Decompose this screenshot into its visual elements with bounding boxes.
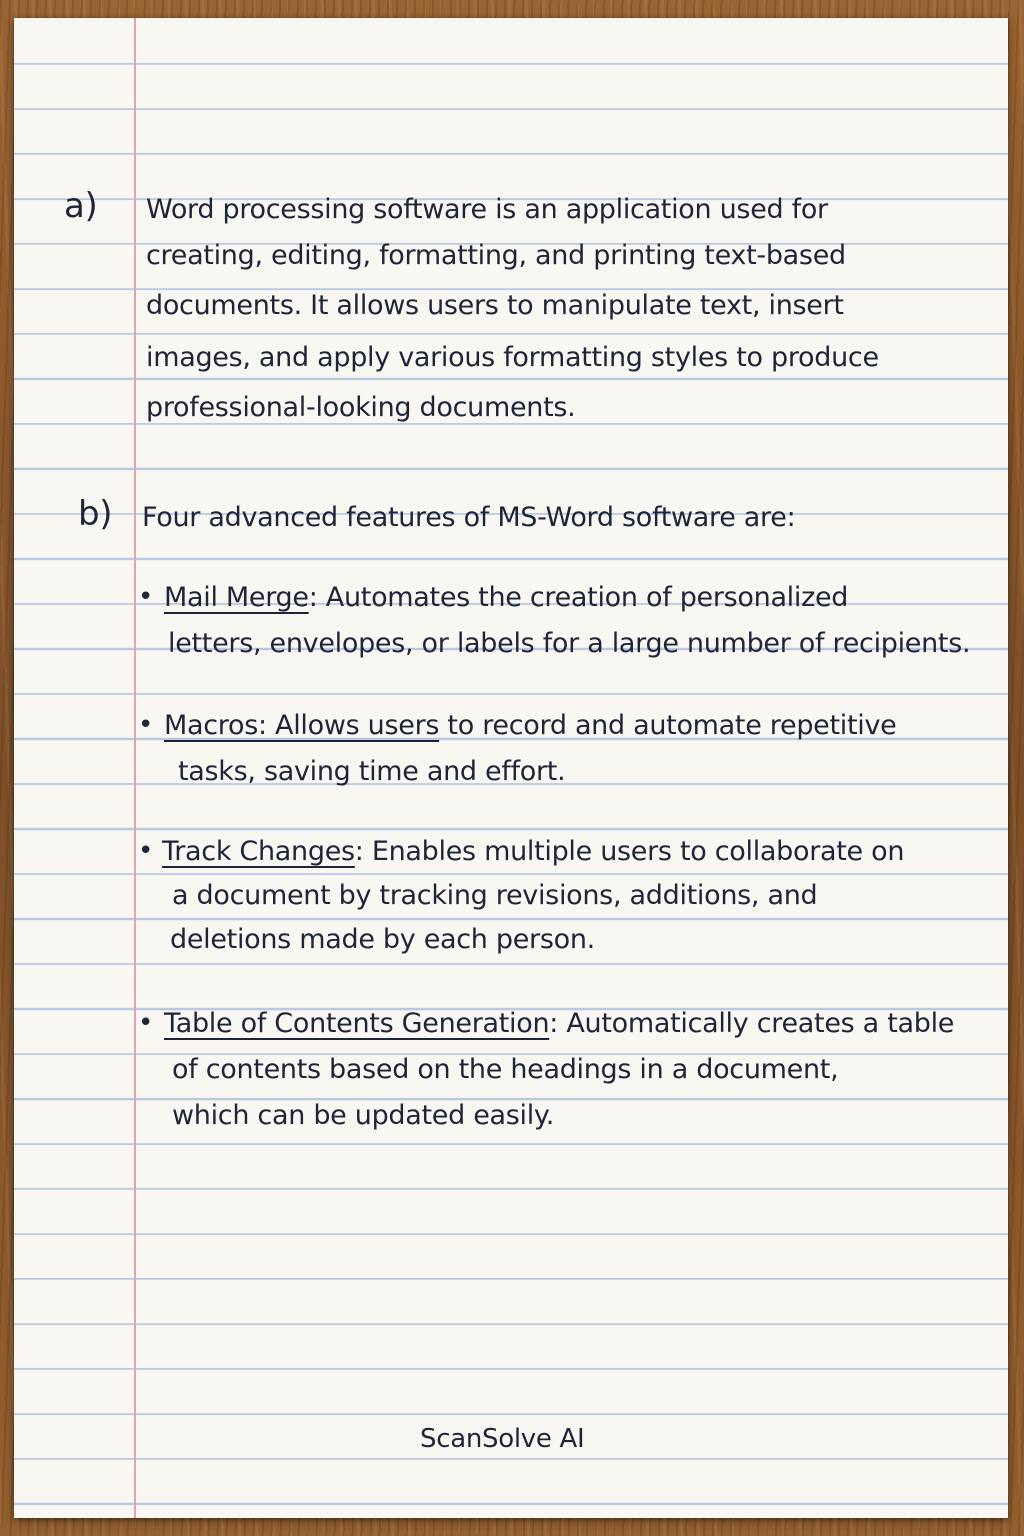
part-a-line-2: creating, editing, formatting, and printing text-based (146, 240, 846, 271)
part-a-line-5: professional-looking documents. (146, 392, 576, 423)
item-macros (164, 710, 896, 741)
term-mail-merge: Mail Merge (164, 582, 309, 613)
item-macros-desc: to record and automate repetitive (439, 710, 897, 741)
term-track-changes: Track Changes (162, 836, 355, 867)
item-mail-merge (164, 582, 848, 613)
part-a-line-3: documents. It allows users to manipulate text, insert (146, 290, 844, 321)
part-a-line-4: images, and apply various formatting styles to produce (146, 342, 879, 373)
bullet-macros: • (138, 710, 154, 740)
bullet-track-changes: • (138, 836, 154, 866)
item-track-changes-desc: : Enables multiple users to collaborate on (354, 836, 905, 867)
item-mail-merge-line-2: letters, envelopes, or labels for a large number of recipients. (168, 628, 971, 659)
item-mail-merge-desc: : Automates the creation of personalized (308, 582, 849, 613)
notebook-paper (14, 18, 1008, 1518)
item-track-changes-line-2: a document by tracking revisions, additions, and (172, 880, 818, 911)
part-b-intro: Four advanced features of MS-Word software are: (142, 502, 796, 533)
item-table-of-contents (164, 1008, 954, 1039)
term-macros: Macros: Allows users (164, 710, 440, 741)
margin-line (134, 18, 136, 1518)
part-b-label: b) (78, 494, 113, 534)
bullet-table-of-contents: • (138, 1008, 154, 1038)
item-macros-line-2: tasks, saving time and effort. (178, 756, 566, 787)
footer-watermark: ScanSolve AI (420, 1424, 585, 1454)
item-table-of-contents-line-2: of contents based on the headings in a document, (172, 1054, 839, 1085)
part-a-line-1: Word processing software is an application used for (146, 194, 828, 225)
item-track-changes-line-3: deletions made by each person. (170, 924, 595, 955)
item-table-of-contents-line-3: which can be updated easily. (172, 1100, 555, 1131)
item-track-changes (162, 836, 904, 867)
term-table-of-contents: Table of Contents Generation (164, 1008, 550, 1039)
bullet-mail-merge: • (138, 582, 154, 612)
item-table-of-contents-desc: : Automatically creates a table (549, 1008, 955, 1039)
part-a-label: a) (64, 186, 98, 226)
